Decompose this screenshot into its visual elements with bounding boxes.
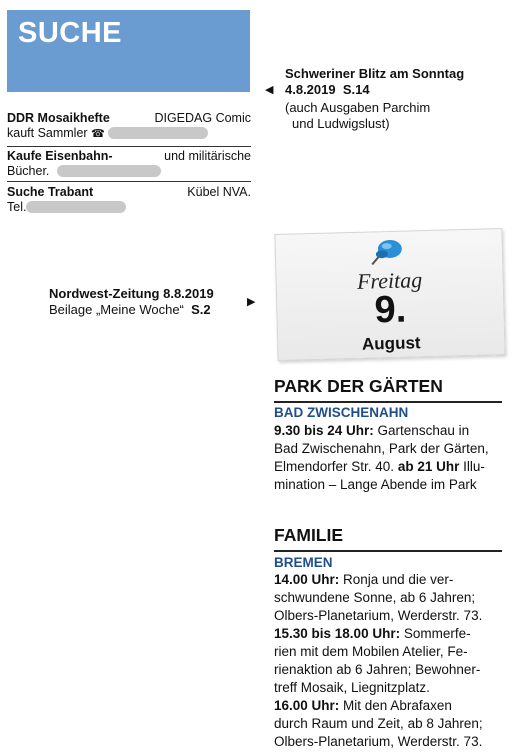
calendar-page bbox=[274, 228, 505, 361]
telephone-icon: ☎ bbox=[91, 128, 105, 140]
caption-nordwest-title: Nordwest-Zeitung 8.8.2019 bbox=[49, 286, 214, 301]
ad-3-text1: Kübel NVA. bbox=[187, 185, 251, 199]
right-arrow-icon: ▶ bbox=[247, 296, 256, 308]
park-line-1-text: Gartenschau in bbox=[373, 423, 470, 438]
section-body-familie bbox=[274, 571, 502, 751]
ad-1-text2: kauft Sammler bbox=[7, 126, 88, 140]
section-body-park bbox=[274, 422, 502, 494]
familie-line-8-time: 16.00 Uhr: bbox=[274, 698, 340, 713]
familie-line-10: Olbers-Planetarium, Werderstr. 73. bbox=[274, 734, 483, 749]
familie-line-5: rien mit dem Mobilen Atelier, Fe- bbox=[274, 644, 468, 659]
park-line-3-text: Elmendorfer Str. 40. bbox=[274, 459, 398, 474]
section-place-familie: BREMEN bbox=[274, 555, 333, 570]
ad-3-bold: Suche Trabant bbox=[7, 185, 94, 199]
classified-ad-1 bbox=[7, 111, 251, 142]
familie-line-8-text: Mit den Abrafaxen bbox=[339, 698, 452, 713]
caption-schweriner-note2: und Ludwigslust) bbox=[292, 116, 390, 131]
familie-line-3: Olbers-Planetarium, Werderstr. 73. bbox=[274, 608, 483, 623]
redacted-phone-3 bbox=[26, 201, 126, 213]
classified-divider-2 bbox=[7, 181, 251, 182]
park-line-2: Bad Zwischenahn, Park der Gärten, bbox=[274, 441, 489, 456]
ad-2-bold: Kaufe Eisenbahn- bbox=[7, 149, 113, 163]
caption-nordwest-page: S.2 bbox=[191, 302, 211, 317]
familie-line-6: rienaktion ab 6 Jahren; Bewohner- bbox=[274, 662, 481, 677]
section-place-park: BAD ZWISCHENAHN bbox=[274, 405, 409, 420]
park-line-1 bbox=[274, 422, 502, 440]
section-heading-park: PARK DER GÄRTEN bbox=[274, 376, 502, 403]
familie-line-1-text: Ronja und die ver- bbox=[339, 572, 454, 587]
caption-nordwest bbox=[49, 286, 214, 318]
calendar-weekday: Freitag bbox=[356, 267, 423, 294]
caption-schweriner bbox=[285, 66, 464, 132]
ad-2-text1: und militärische bbox=[164, 149, 251, 163]
familie-line-4-text: Sommerfe- bbox=[400, 626, 471, 641]
familie-line-1 bbox=[274, 571, 502, 589]
calendar-day: 9. bbox=[374, 288, 407, 332]
caption-schweriner-page: S.14 bbox=[342, 82, 370, 97]
classified-ad-2 bbox=[7, 149, 251, 179]
familie-line-1-time: 14.00 Uhr: bbox=[274, 572, 340, 587]
park-line-3-time: ab 21 Uhr bbox=[397, 459, 460, 474]
ad-1-bold: DDR Mosaikhefte bbox=[7, 111, 110, 125]
caption-schweriner-date: 4.8.2019 bbox=[285, 82, 336, 97]
park-line-4: mination – Lange Abende im Park bbox=[274, 477, 477, 492]
suche-header-title: SUCHE bbox=[18, 17, 123, 49]
left-arrow-icon: ◀ bbox=[265, 84, 274, 96]
redacted-phone-1 bbox=[108, 127, 208, 139]
ad-2-text2: Bücher. bbox=[7, 164, 50, 178]
caption-schweriner-note1: (auch Ausgaben Parchim bbox=[285, 100, 431, 115]
familie-line-8 bbox=[274, 697, 502, 715]
caption-nordwest-supplement: Beilage „Meine Woche“ bbox=[49, 302, 184, 317]
calendar-month: August bbox=[361, 333, 421, 354]
caption-schweriner-title: Schweriner Blitz am Sonntag bbox=[285, 66, 465, 81]
familie-line-4 bbox=[274, 625, 502, 643]
park-line-1-time: 9.30 bis 24 Uhr: bbox=[274, 423, 374, 438]
calendar-card bbox=[276, 226, 510, 360]
familie-line-2: schwundene Sonne, ab 6 Jahren; bbox=[274, 590, 476, 605]
classified-ad-3 bbox=[7, 185, 251, 215]
familie-line-9: durch Raum und Zeit, ab 8 Jahren; bbox=[274, 716, 483, 731]
park-line-3 bbox=[274, 458, 502, 476]
familie-line-7: treff Mosaik, Liegnitzplatz. bbox=[274, 680, 430, 695]
section-heading-familie: FAMILIE bbox=[274, 525, 502, 552]
pushpin-icon bbox=[368, 237, 407, 268]
park-line-3-text2: Illu- bbox=[459, 459, 485, 474]
redacted-phone-2 bbox=[57, 165, 161, 177]
ad-3-text2: Tel. bbox=[7, 200, 27, 214]
familie-line-4-time: 15.30 bis 18.00 Uhr: bbox=[274, 626, 401, 641]
ad-1-text1: DIGEDAG Comic bbox=[154, 111, 251, 125]
classified-divider-1 bbox=[7, 146, 251, 147]
